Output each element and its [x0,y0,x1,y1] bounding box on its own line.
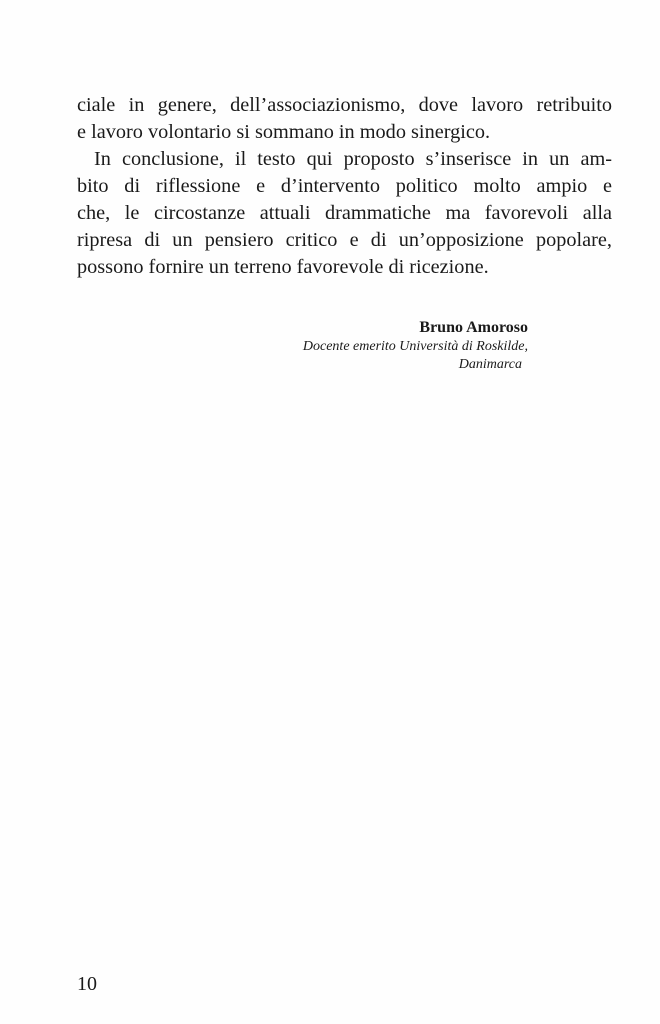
text-line: In conclusione, il testo qui proposto s’inserisce in un am- [94,148,612,170]
page-number: 10 [77,973,97,995]
body-text [77,92,612,281]
text-line: bito di riflessione e d’intervento politico molto ampio e [77,175,612,197]
text-line: e lavoro volontario si sommano in modo sinergico. [77,121,491,143]
text-line: che, le circostanze attuali drammatiche ma favorevoli alla [77,202,612,224]
text-line: ciale in genere, dell’associazionismo, dove lavoro retribuito [77,94,612,116]
author-name: Bruno Amoroso [419,319,528,336]
text-line: possono fornire un terreno favorevole di ricezione. [77,256,489,278]
author-role: Docente emerito Università di Roskilde, [302,339,528,354]
text-line: ripresa di un pensiero critico e di un’opposizione popolare, [77,229,612,251]
author-country: Danimarca [458,357,522,372]
signature-block [303,318,528,374]
